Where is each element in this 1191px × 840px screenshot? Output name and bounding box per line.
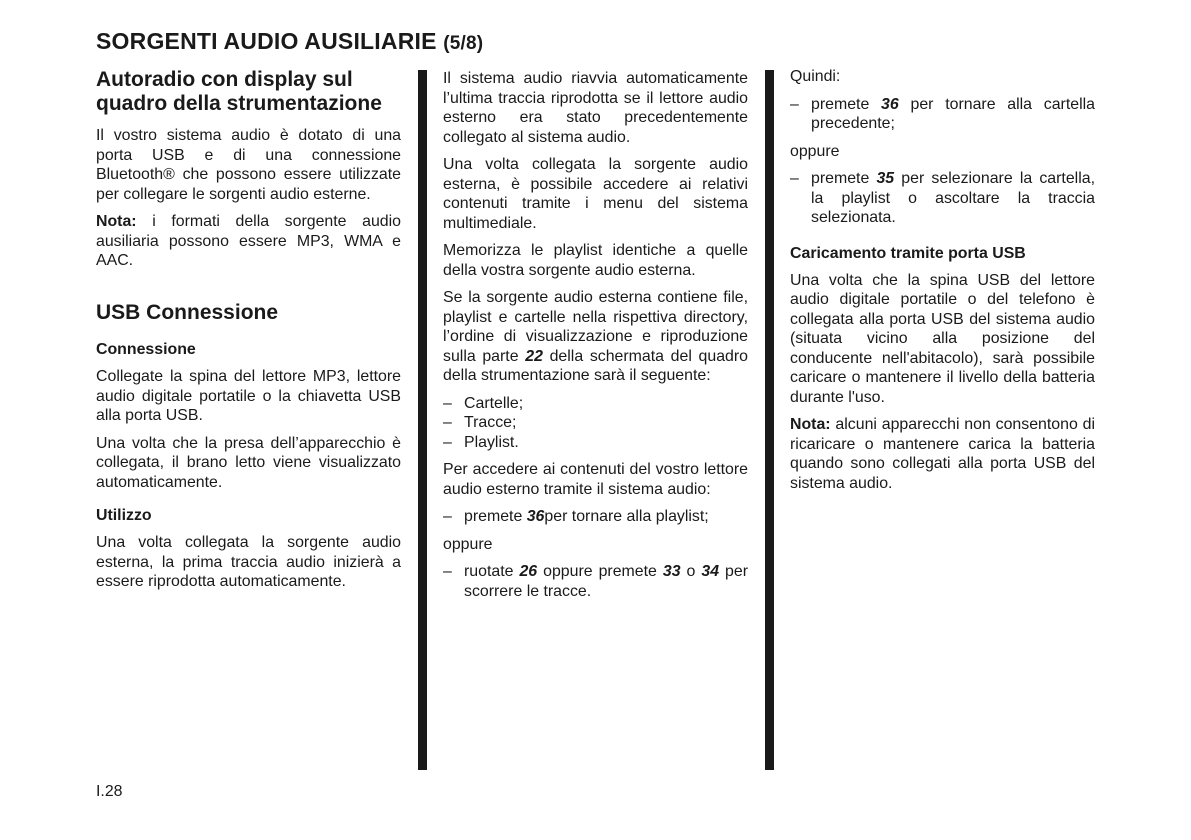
- list-item: [443, 507, 748, 527]
- item-text: ruotate: [464, 563, 520, 580]
- column-divider-bar: [418, 70, 427, 770]
- column-middle: [443, 69, 748, 609]
- caricamento-paragraph: Una volta che la spina USB del lettore audio digitale portatile o del telefono è collegata alla porta USB del sistema audio (situata vicino alla posizione del conducente nell'abitacolo), sarà possibile caricare o mantenere il livello della batteria durante l'uso.: [790, 271, 1095, 406]
- item-text: premete: [811, 170, 877, 187]
- ref-36: 36: [881, 95, 899, 113]
- item-text: per tornare alla playlist;: [544, 508, 709, 525]
- playlist-paragraph: Memorizza le playlist identiche a quelle della vostra sorgente audio esterna.: [443, 242, 748, 279]
- access-paragraph: Una volta collegata la sorgente audio esterna, è possibile accedere ai relativi contenuti tramite i menu del sistema multimediale.: [443, 156, 748, 232]
- item-text: per scorrere le tracce.: [464, 563, 748, 600]
- connessione-paragraph-1: Collegate la spina del lettore MP3, lettore audio digitale portatile o la chiavetta USB alla porta USB.: [96, 368, 401, 424]
- oppure-text: oppure: [790, 142, 840, 160]
- note-text: alcuni apparecchi non consentono di ricaricare o mantenere carica la batteria quando sono collegati alla porta USB del sistema audio.: [790, 416, 1095, 492]
- order-list: [443, 394, 748, 453]
- order-text-b: della schermata del quadro della strumentazione sarà il seguente:: [443, 347, 749, 384]
- note-charging: [790, 415, 1095, 493]
- item-text: oppure premete: [537, 563, 663, 580]
- ref-33: 33: [662, 563, 681, 580]
- list-item: [443, 562, 748, 601]
- page-title-text: SORGENTI AUDIO AUSILIARIE: [96, 28, 437, 54]
- list-item: – Playlist.: [443, 433, 748, 453]
- item-text: o: [680, 563, 702, 580]
- list-item: [790, 169, 1095, 228]
- note-label: Nota:: [790, 416, 831, 433]
- item-text: per selezionare la cartella, la playlist o ascoltare la traccia selezionata.: [811, 170, 1095, 226]
- item-text: premete: [811, 95, 882, 113]
- quindi-text: Quindi:: [790, 68, 841, 85]
- utilizzo-paragraph: Una volta collegata la sorgente audio esterna, la prima traccia audio inizierà a essere riprodotta automaticamente.: [96, 534, 401, 590]
- column-right: [790, 67, 1095, 501]
- list-item: – Tracce;: [443, 413, 748, 433]
- column-left: [96, 68, 401, 600]
- section-heading-usb: USB Connessione: [96, 300, 279, 324]
- list-item: – Cartelle;: [443, 394, 748, 414]
- page-title: [96, 28, 483, 55]
- note-text: i formati della sorgente audio ausiliaria possono essere MP3, WMA e AAC.: [96, 213, 401, 269]
- subheading-connessione: Connessione: [96, 341, 196, 358]
- ref-22: 22: [525, 347, 543, 365]
- ref-35: 35: [876, 170, 895, 187]
- note-label: Nota:: [96, 213, 137, 230]
- intro-paragraph: Il vostro sistema audio è dotato di una porta USB e di una connessione Bluetooth® che possono essere utilizzate per collegare le sorgenti audio esterne.: [96, 127, 401, 203]
- order-paragraph: [443, 288, 748, 386]
- order-text-a: Se la sorgente audio esterna contiene file, playlist e cartelle nella rispettiva directory, l’ordine di visualizzazione e riproduzione sulla parte: [443, 289, 748, 365]
- ref-34: 34: [701, 563, 720, 580]
- item-text: premete: [464, 508, 527, 525]
- subheading-caricamento: Caricamento tramite porta USB: [790, 244, 1026, 262]
- page-number: I.28: [96, 783, 123, 800]
- oppure-text: oppure: [443, 535, 493, 553]
- ref-36: 36: [526, 508, 545, 525]
- access-content-paragraph: Per accedere ai contenuti del vostro lettore audio esterno tramite il sistema audio:: [443, 461, 748, 498]
- item-text: per tornare alla cartella precedente;: [811, 95, 1095, 132]
- ref-26: 26: [519, 563, 538, 580]
- note-formats: [96, 212, 401, 271]
- column-divider-bar: [765, 70, 774, 770]
- list-item: [790, 95, 1095, 134]
- section-heading-autoradio: Autoradio con display sul quadro della strumentazione: [96, 68, 382, 115]
- connessione-paragraph-2: Una volta che la presa dell’apparecchio è collegata, il brano letto viene visualizzato automaticamente.: [96, 434, 401, 491]
- restart-paragraph: Il sistema audio riavvia automaticamente l’ultima traccia riprodotta se il lettore audio esterno era stato precedentemente collegato al sistema audio.: [443, 70, 748, 146]
- page-part-indicator: (5/8): [443, 33, 484, 54]
- subheading-utilizzo: Utilizzo: [96, 507, 152, 524]
